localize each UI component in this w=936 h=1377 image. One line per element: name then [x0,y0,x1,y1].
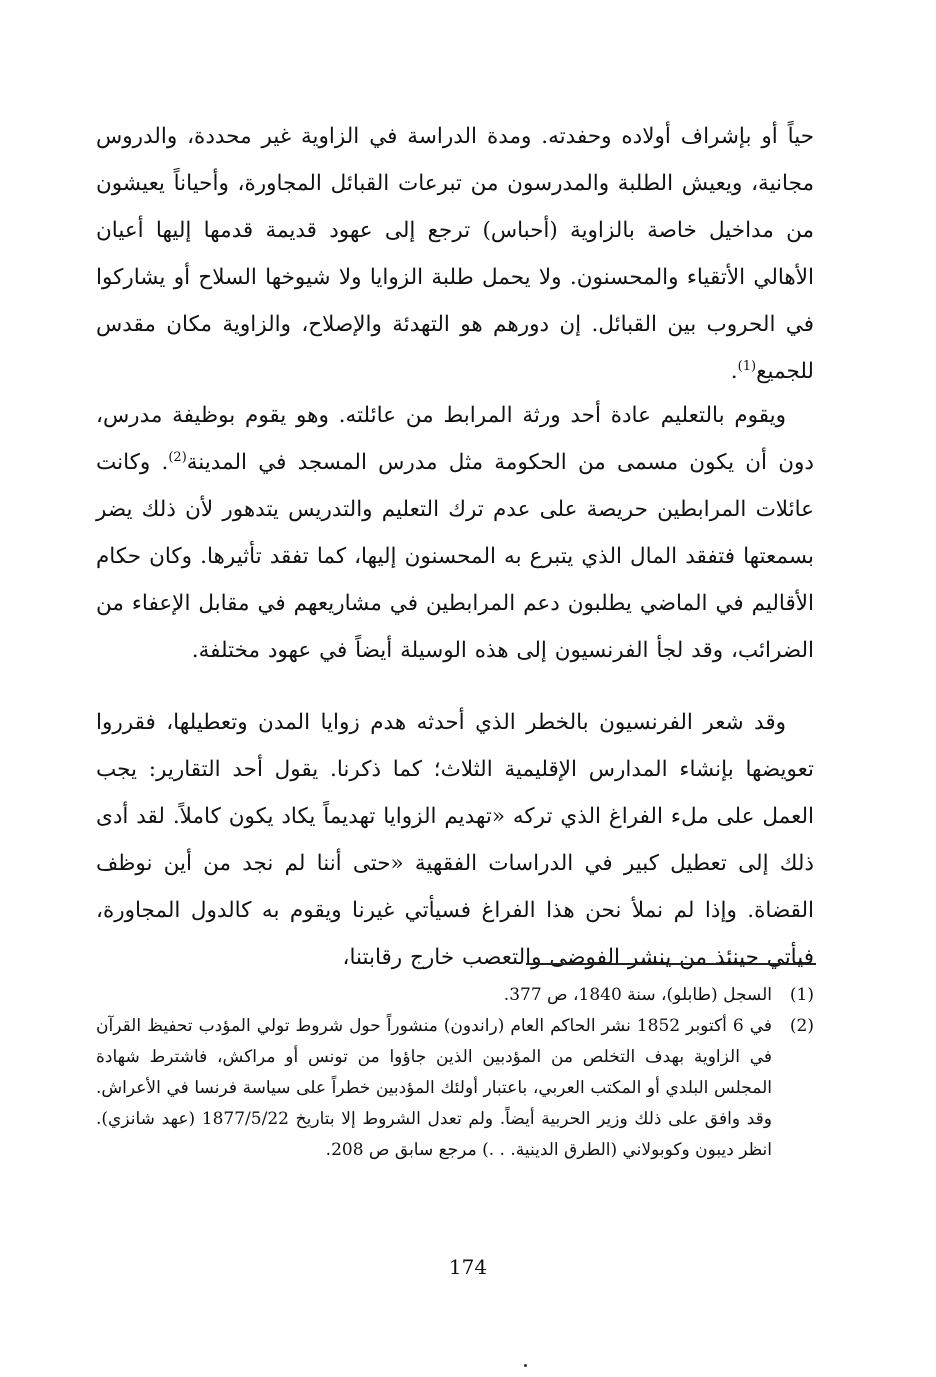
footnote-1 [96,980,814,1011]
footnote-1-number: (1) [789,985,814,1005]
paragraph-2-body-end: . وكانت عائلات المرابطين حريصة على عدم ترك التعليم والتدريس يتدهور لأن ذلك يضر بسمعتها فتفقد المال الذي يتبرع به المحسنون إليها، كما تفقد تأثيرها. وكان حكام الأقاليم في الماضي يطلبون دعم المرابطين في مشاريعهم في مقابل الإعفاء من الضرائب، وقد لجأ الفرنسيون إلى هذه الوسيلة أيضاً في عهود مختلفة. [96,450,814,663]
footnote-1-text: السجل (طابلو)، سنة 1840، ص 377. [503,985,772,1005]
paragraph-2-body-start: ويقوم بالتعليم عادة أحد ورثة المرابط من عائلته. وهو يقوم بوظيفة مدرس، دون أن يكون مسمى من الحكومة مثل مدرس المسجد في المدينة [96,403,814,475]
footnote-ref-1[interactable]: (1) [737,358,757,374]
footnote-2-number: (2) [789,1016,814,1036]
footnotes [96,980,814,1166]
paragraph-2-text [96,392,814,674]
page-number: 174 [448,1255,488,1279]
paragraph-1-body: حياً أو بإشراف أولاده وحفدته. ومدة الدراسة في الزاوية غير محددة، والدروس مجانية، ويعيش الطلبة والمدرسون من تبرعات القبائل المجاورة، وأحياناً يعيشون من مداخيل خاصة بالزاوية (أحباس) ترجع إلى عهود قديمة قدمها إليها أعيان الأهالي الأتقياء والمحسنون. ولا يحمل طلبة الزوايا ولا شيوخها السلاح أو يشاركوا في الحروب بين القبائل. إن دورهم هو التهدئة والإصلاح، والزاوية مكان مقدس للجميع [96,124,814,384]
paragraph-3 [96,699,814,981]
paragraph-1 [96,113,814,395]
paragraph-2 [96,392,814,674]
footnote-2-text: في 6 أكتوبر 1852 نشر الحاكم العام (راندون) منشوراً حول شروط تولي المؤدب تحفيظ القرآن في الزاوية بهدف التخلص من المؤدبين الذين جاؤوا من تونس أو مراكش، فاشترط شهادة المجلس البلدي أو المكتب العربي، باعتبار أولئك المؤدبين خطراً على سياسة فرنسا في الأعراش. وقد وافق على ذلك وزير الحربية أيضاً. ولم تعدل الشروط إلا بتاريخ 1877/5/22 (عهد شانزي). انظر ديبون وكوبولاني (الطرق الدينية. . .) مرجع سابق ص 208. [96,1016,772,1160]
footnote-2 [96,1011,814,1166]
footnote-ref-2[interactable]: (2) [168,449,187,465]
paragraph-1-end: . [730,359,738,384]
scan-speck [524,1364,527,1367]
footnote-separator [526,963,816,965]
paragraph-3-body: وقد شعر الفرنسيون بالخطر الذي أحدثه هدم زوايا المدن وتعطيلها، فقرروا تعويضها بإنشاء المدارس الإقليمية الثلاث؛ كما ذكرنا. يقول أحد التقارير: يجب العمل على ملء الفراغ الذي تركه «تهديم الزوايا تهديماً يكاد يكون كاملاً. لقد أدى ذلك إلى تعطيل كبير في الدراسات الفقهية «حتى أننا لم نجد من أين نوظف القضاة. وإذا لم نملأ نحن هذا الفراغ فسيأتي غيرنا ويقوم به كالدول المجاورة، فيأتي حينئذ من ينشر الفوضى والتعصب خارج رقابتنا، [96,710,814,970]
paragraph-1-text [96,113,814,395]
paragraph-3-text [96,699,814,981]
